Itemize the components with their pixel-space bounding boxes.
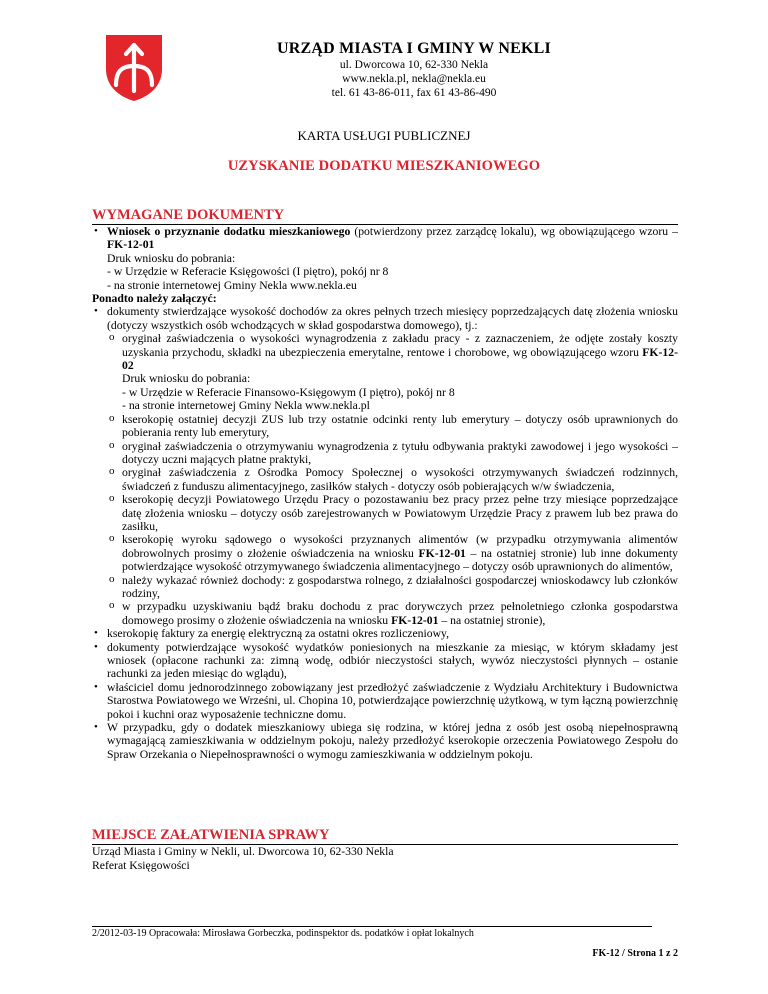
list-item: • W przypadku, gdy o dodatek mieszkaniowy ubiega się rodzina, w której jedna z osób jest osobą niepełnosprawną wymagającą zamieszkiwania w oddzielnym pokoju, należy przedłożyć kserokopie orzeczenia Powiatowego Zespołu do Spraw Orzekania o Niepełnosprawności o wymogu zamieszkiwania w oddzielnym pokoju.: [92, 721, 678, 761]
download-location: - na stronie internetowej Gminy Nekla www.nekla.eu: [107, 278, 357, 292]
office-web: www.nekla.pl, nekla@nekla.eu: [342, 73, 486, 85]
sub-item-text: oryginał zaświadczenia o wysokości wynagrodzenia z zakładu pracy - z zaznaczeniem, że odjęte zostały koszty uzyskania przychodu, składki na ubezpieczenia emerytalne, rentowe i chorobowe, wg obowiązującego wzoru: [122, 332, 678, 359]
office-address: ul. Dworcowa 10, 62-330 Nekla: [339, 59, 489, 71]
sub-list-item: o oryginał zaświadczenia o otrzymywaniu wynagrodzenia z tytułu odbywania praktyki zawodowej i jego wysokości – dotyczy uczni mających płatne praktyki,: [92, 440, 678, 467]
application-title: Wniosek o przyznanie dodatku mieszkaniowego: [107, 225, 351, 238]
download-label: Druk wniosku do pobrania:: [122, 372, 251, 386]
footer-divider: [92, 926, 652, 927]
sub-list-item: o kserokopię ostatniej decyzji ZUS lub trzy ostatnie odcinki renty lub emerytury – dotyczy osób uprawnionych do pobierania renty lub emerytury,: [92, 413, 678, 440]
sub-list-item: [92, 600, 678, 627]
download-location: - w Urzędzie w Referacie Finansowo-Księgowym (I piętro), pokój nr 8: [122, 385, 455, 399]
download-location: - w Urzędzie w Referacie Księgowości (I piętro), pokój nr 8: [107, 265, 389, 279]
download-location: - na stronie internetowej Gminy Nekla www.nekla.pl: [122, 399, 370, 413]
form-code: FK-12-01: [391, 613, 439, 627]
sub-list-item: o oryginał zaświadczenia z Ośrodka Pomocy Społecznej o wysokości otrzymywanych świadczeń rodzinnych, świadczeń z funduszu alimentacyjnego, zasiłków stałych - dotyczy osób pobierających w/w świadczenia,: [92, 466, 678, 493]
sub-list-item: o należy wykazać również dochody: z gospodarstwa rolnego, z działalności gospodarczej wnioskodawcy lub członków rodziny,: [92, 574, 678, 601]
sub-item-text: – na ostatniej stronie),: [438, 613, 546, 627]
required-documents-list: [92, 225, 678, 761]
office-header: [150, 40, 678, 100]
list-item: [92, 225, 678, 252]
place-department: Referat Księgowości: [92, 859, 190, 872]
place-details: [92, 845, 678, 873]
form-code: FK-12-01: [107, 238, 155, 252]
also-attach-label: [92, 292, 678, 305]
document-title: UZYSKANIE DODATKU MIESZKANIOWEGO: [227, 158, 541, 174]
also-attach-text: Ponadto należy załączyć:: [92, 292, 217, 306]
office-name: URZĄD MIASTA I GMINY W NEKLI: [277, 40, 551, 57]
form-code: FK-12-01: [418, 546, 466, 560]
office-phone: tel. 61 43-86-011, fax 61 43-86-490: [331, 87, 497, 99]
sub-list-item: [92, 332, 678, 372]
page-number: FK-12 / Strona 1 z 2: [592, 948, 678, 959]
sub-item-text: – na ostatniej stronie) lub inne dokumenty potwierdzające wysokość otrzymywanego świadczenia alimentacyjnego – dotyczy osób uprawnionych do alimentów,: [122, 546, 679, 574]
list-item-text: (potwierdzony przez zarządcę lokalu), wg obowiązującego wzoru –: [350, 225, 678, 238]
form-code: FK-12-02: [122, 345, 678, 373]
sub-list-item: [92, 533, 678, 573]
list-item: • kserokopię faktury za energię elektryczną za ostatni okres rozliczeniowy,: [92, 627, 678, 640]
list-item: • dokumenty potwierdzające wysokość wydatków poniesionych na mieszkanie za miesiąc, w którym składamy jest wniosek (opłacone rachunki za: zimną wodę, odbiór nieczystości stałych, wywóz nieczystości płynnych – ostanie rachunki za jeden miesiąc do wglądu),: [92, 641, 678, 681]
section-heading-place: MIEJSCE ZAŁATWIENIA SPRAWY: [92, 827, 678, 845]
place-address: Urząd Miasta i Gminy w Nekli, ul. Dworcowa 10, 62-330 Nekla: [92, 845, 394, 858]
section-heading-required-documents: WYMAGANE DOKUMENTY: [92, 207, 678, 225]
list-item: • właściciel domu jednorodzinnego zobowiązany jest przedłożyć zaświadczenie z Wydziału Architektury i Budownictwa Starostwa Powiatowego we Wrześni, ul. Chopina 10, potwierdzające powierzchnię użytkową, w tym łączną powierzchnię pokoi i kuchni oraz wyposażenie techniczne domu.: [92, 681, 678, 721]
list-item: • dokumenty stwierdzające wysokość dochodów za okres pełnych trzech miesięcy poprzedzających datę złożenia wniosku (dotyczy wszystkich osób wchodzących w skład gospodarstwa domowego), tj.:: [92, 305, 678, 332]
sub-list-item: o kserokopię decyzji Powiatowego Urzędu Pracy o pozostawaniu bez pracy przez pełne trzy miesiące poprzedzające datę złożenia wniosku – dotyczy osób zarejestrowanych w Powiatowym Urzędzie Pracy z prawem lub bez prawa do zasiłku,: [92, 493, 678, 533]
footer-author: 2/2012-03-19 Opracowała: Mirosława Gorbeczka, podinspektor ds. podatków i opłat lokalnych: [92, 928, 474, 939]
download-label: Druk wniosku do pobrania:: [107, 251, 236, 265]
sub-item-text: w przypadku uzyskiwaniu bądź braku dochodu z prac dorywczych przez pełnoletniego członka gospodarstwa domowego prosimy o złożenie oświadczenia na wniosku: [122, 600, 678, 627]
sub-item-text: kserokopię wyroku sądowego o wysokości przyznanych alimentów (w przypadku otrzymywania alimentów dobrowolnych prosimy o złożenie oświadczenia na wniosku: [122, 533, 678, 560]
card-label: KARTA USŁUGI PUBLICZNEJ: [297, 128, 471, 143]
